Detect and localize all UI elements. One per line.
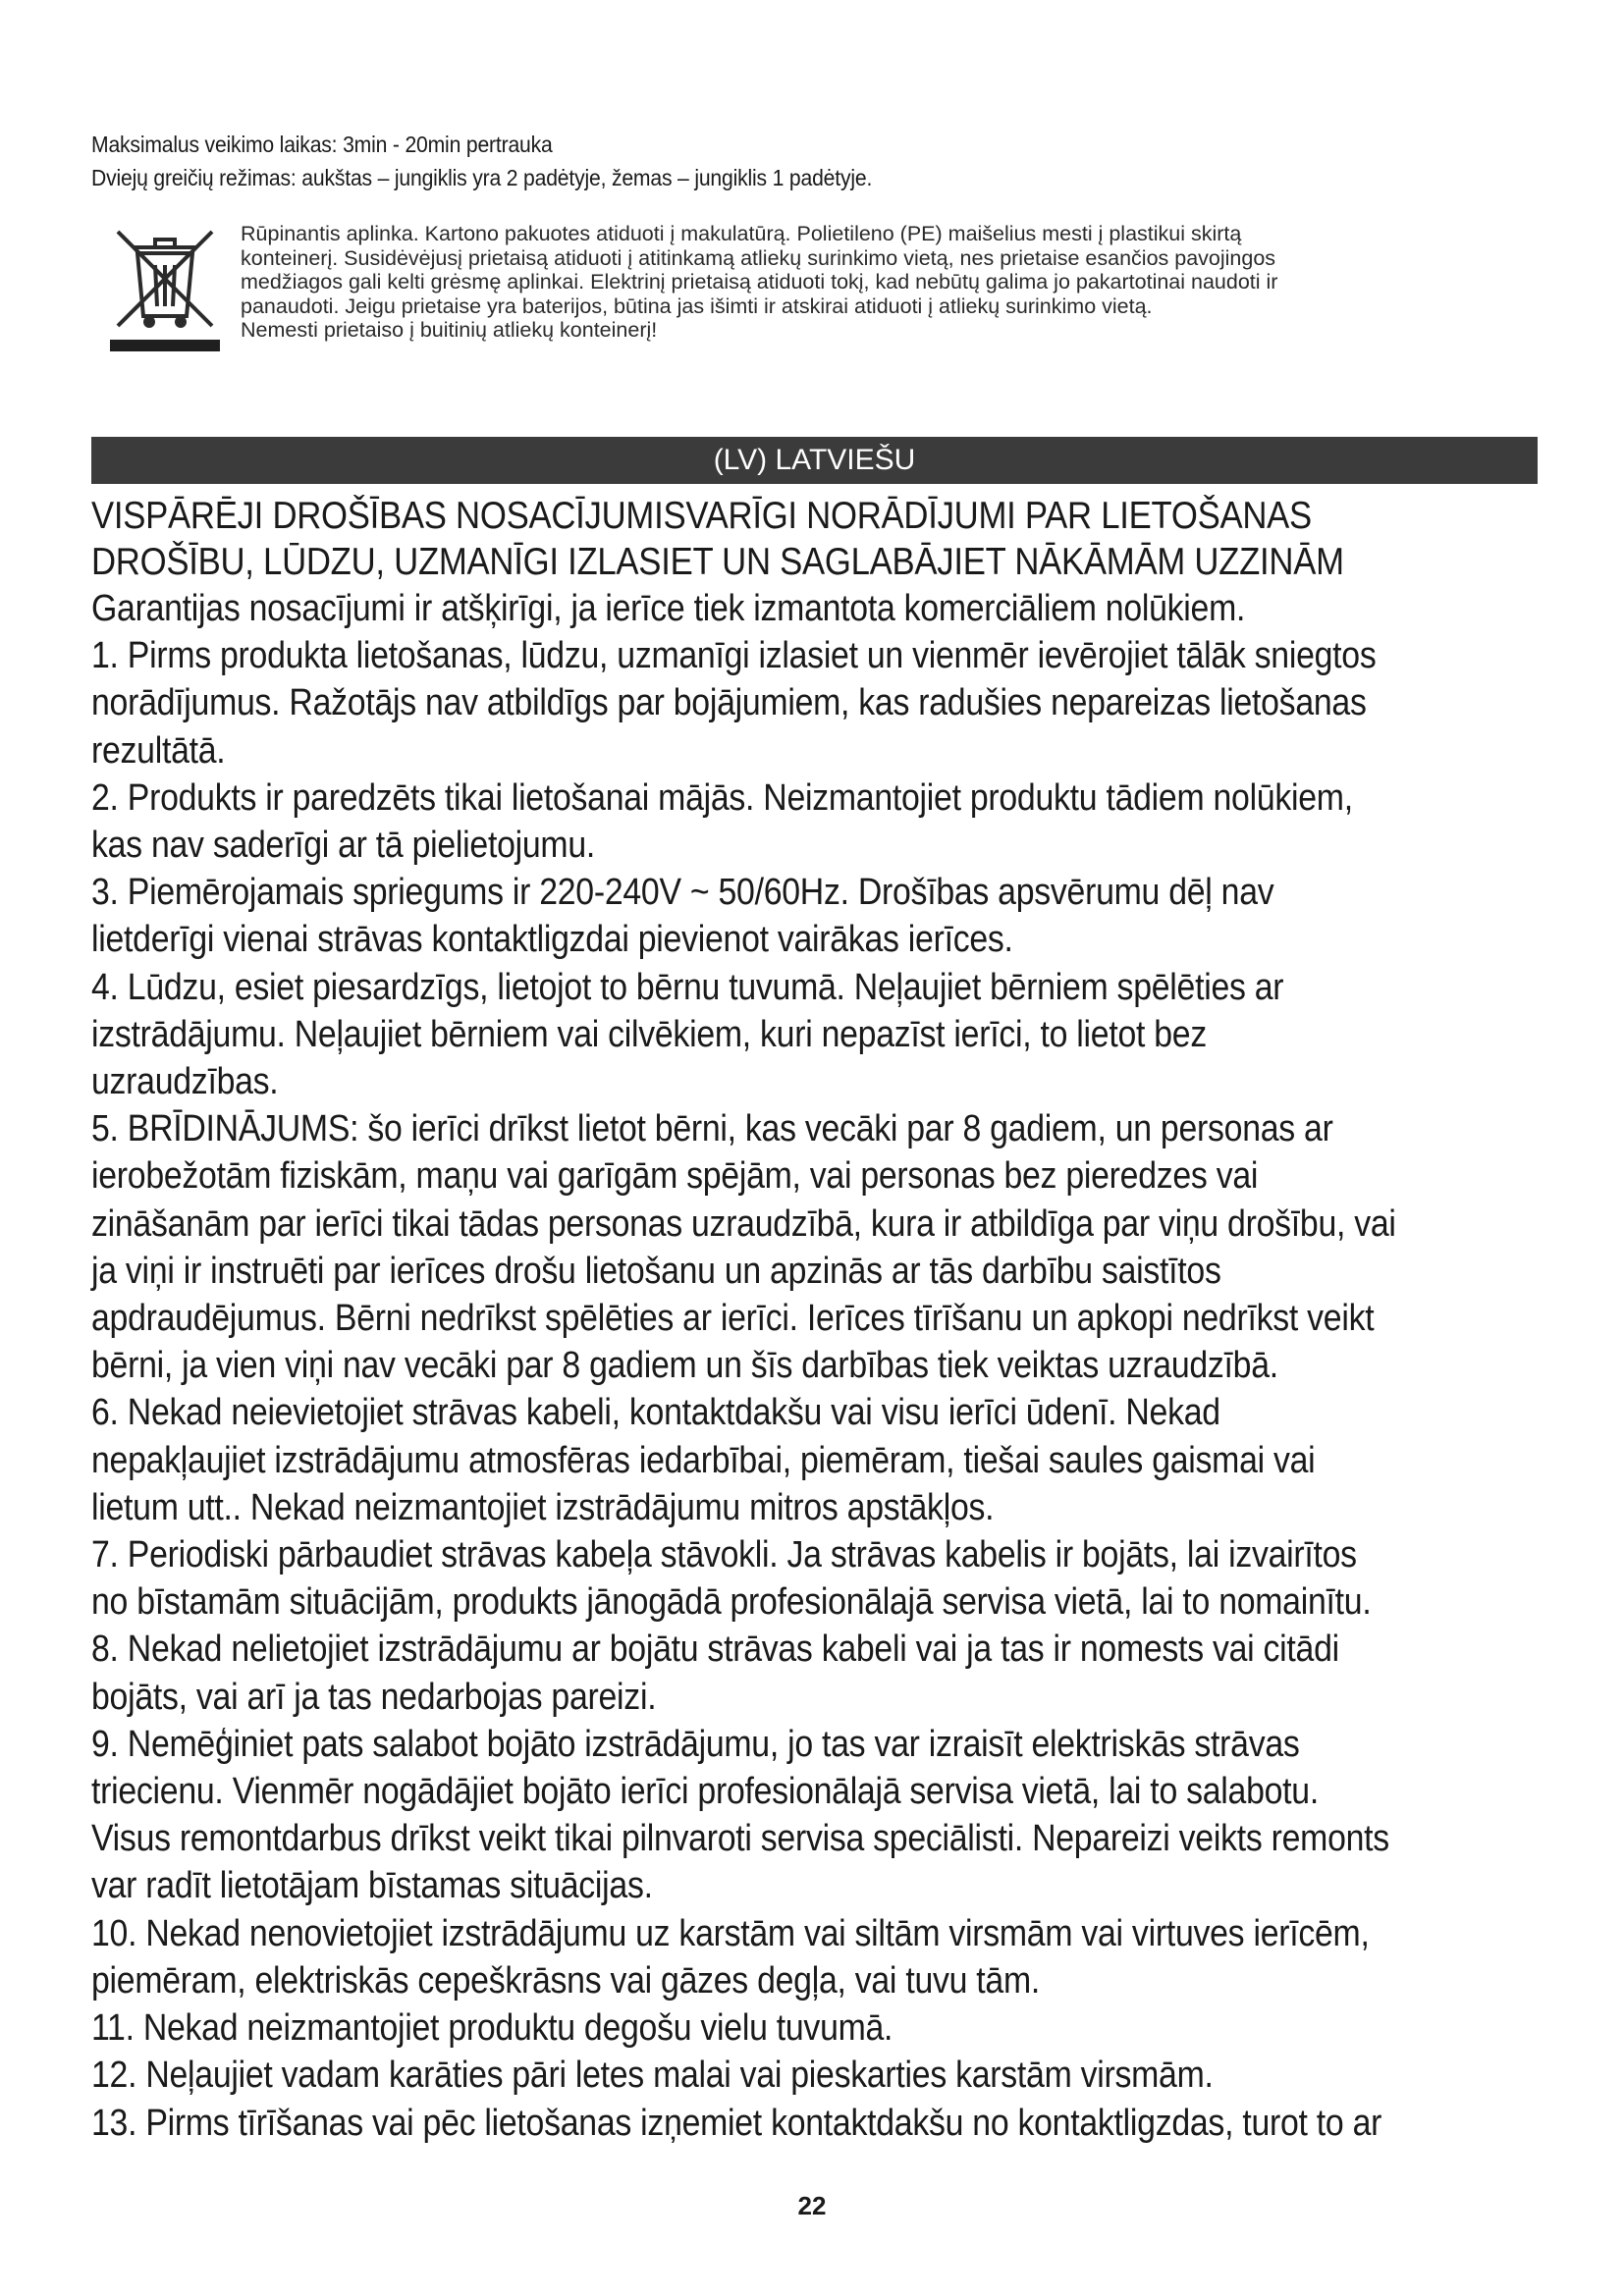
instruction-item: 13. Pirms tīrīšanas vai pēc lietošanas izņemiet kontaktdakšu no kontaktligzdas, turot to ar xyxy=(91,2102,1382,2144)
speed-modes-line: Dviejų greičių režimas: aukštas – jungiklis yra 2 padėtyje, žemas – jungiklis 1 padėtyje. xyxy=(91,165,873,190)
instruction-item: 1. Pirms produkta lietošanas, lūdzu, uzmanīgi izlasiet un vienmēr ievērojiet tālāk sniegtos norādījumus. Ražotājs nav atbildīgs par bojājumiem, kas radušies nepareizas lietošanas rezultātā. xyxy=(91,635,1377,772)
environment-notice-line: medžiagos gali kelti grėsmę aplinkai. Elektrinį prietaisą atiduoti tokį, kad nebūtų galima jo pakartotinai naudoti ir xyxy=(241,270,1278,294)
safety-instructions xyxy=(91,493,1402,2147)
section-heading-line-1: VISPĀRĒJI DROŠĪBAS NOSACĪJUMISVARĪGI NORĀDĪJUMI PAR LIETOŠANAS xyxy=(91,495,1312,537)
instruction-item: 6. Nekad neievietojiet strāvas kabeli, kontaktdakšu vai visu ierīci ūdenī. Nekad nepakļaujiet izstrādājumu atmosfēras iedarbībai, piemēram, tiešai saules gaismai vai lietum utt.. Nekad neizmantojiet izstrādājumu mitros apstākļos. xyxy=(91,1392,1316,1528)
instruction-item: 11. Nekad neizmantojiet produktu degošu vielu tuvumā. xyxy=(91,2007,893,2050)
instruction-item: 7. Periodiski pārbaudiet strāvas kabeļa stāvokli. Ja strāvas kabelis ir bojāts, lai izvairītos no bīstamām situācijām, produkts jānogādā profesionālajā servisa vietā, lai to nomainītu. xyxy=(91,1534,1372,1624)
environment-notice-line: Rūpinantis aplinka. Kartono pakuotes atiduoti į makulatūrą. Polietileno (PE) maišelius mesti į plastikui skirtą xyxy=(241,222,1242,245)
page-number: 22 xyxy=(797,2191,827,2220)
instruction-item: 2. Produkts ir paredzēts tikai lietošanai mājās. Neizmantojiet produktu tādiem nolūkiem, kas nav saderīgi ar tā pielietojumu. xyxy=(91,776,1353,867)
environment-notice-line: konteinerį. Susidėvėjusį prietaisą atiduoti į atitinkamą atliekų surinkimo vietą, nes prietaise esančios pavojingos xyxy=(241,245,1276,270)
instruction-item: 12. Neļaujiet vadam karāties pāri letes malai vai pieskarties karstām virsmām. xyxy=(91,2055,1214,2097)
instruction-item: 10. Nekad nenovietojiet izstrādājumu uz karstām vai siltām virsmām vai virtuves ierīcēm, piemēram, elektriskās cepeškrāsns vai gāzes degļa, vai tuvu tām. xyxy=(91,1912,1370,2002)
instruction-item: 4. Lūdzu, esiet piesardzīgs, lietojot to bērnu tuvumā. Neļaujiet bērniem spēlēties ar izstrādājumu. Neļaujiet bērniem vai cilvēkiem, kuri nepazīst ierīci, to lietot bez uzraudzības. xyxy=(91,966,1284,1103)
crossed-out-wheelie-bin-icon xyxy=(110,224,220,353)
top-notes xyxy=(91,128,1419,194)
instruction-item: 3. Piemērojamais spriegums ir 220-240V ~ 50/60Hz. Drošības apsvērumu dēļ nav lietderīgi vienai strāvas kontaktligzdai pievienot vairākas ierīces. xyxy=(91,872,1274,961)
warranty-note: Garantijas nosacījumi ir atšķirīgi, ja ierīce tiek izmantota komerciāliem nolūkiem. xyxy=(91,588,1246,629)
environment-notice xyxy=(241,222,1517,343)
instruction-item: 8. Nekad nelietojiet izstrādājumu ar bojātu strāvas kabeli vai ja tas ir nomests vai citādi bojāts, vai arī ja tas nedarbojas pareizi. xyxy=(91,1629,1339,1718)
section-heading-line-2: DROŠĪBU, LŪDZU, UZMANĪGI IZLASIET UN SAGLABĀJIET NĀKĀMĀM UZZINĀM xyxy=(91,541,1344,583)
instruction-item: 9. Nemēģiniet pats salabot bojāto izstrādājumu, jo tas var izraisīt elektriskās strāvas triecienu. Vienmēr nogādājiet bojāto ierīci profesionālajā servisa vietā, lai to salabotu. Visus remontdarbus drīkst veikt tikai pilnvaroti servisa speciālisti. Nepareizi veikts remonts var radīt lietotājam bīstamas situācijas. xyxy=(91,1723,1389,1907)
instruction-item: 5. BRĪDINĀJUMS: šo ierīci drīkst lietot bērni, kas vecāki par 8 gadiem, un personas ar ierobežotām fiziskām, maņu vai garīgām spējām, vai personas bez pieredzes vai zināšanām par ierīci tikai tādas personas uzraudzībā, kura ir atbildīga par viņu drošību, vai ja viņi ir instruēti par ierīces drošu lietošanu un apzinās ar tās darbību saistītos apdraudējumus. Bērni nedrīkst spēlēties ar ierīci. Ierīces tīrīšanu un apkopi nedrīkst veikt bērni, ja vien viņi nav vecāki par 8 gadiem un šīs darbības tiek veiktas uzraudzībā. xyxy=(91,1108,1396,1387)
environment-notice-line: Nemesti prietaiso į buitinių atliekų konteinerį! xyxy=(241,318,658,342)
max-operating-time-line: Maksimalus veikimo laikas: 3min - 20min pertrauka xyxy=(91,132,553,157)
language-section-bar: (LV) LATVIEŠU xyxy=(91,437,1538,484)
environment-notice-line: panaudoti. Jeigu prietaise yra baterijos, būtina jas išimti ir atskirai atiduoti į atliekų surinkimo vietą. xyxy=(241,294,1153,318)
